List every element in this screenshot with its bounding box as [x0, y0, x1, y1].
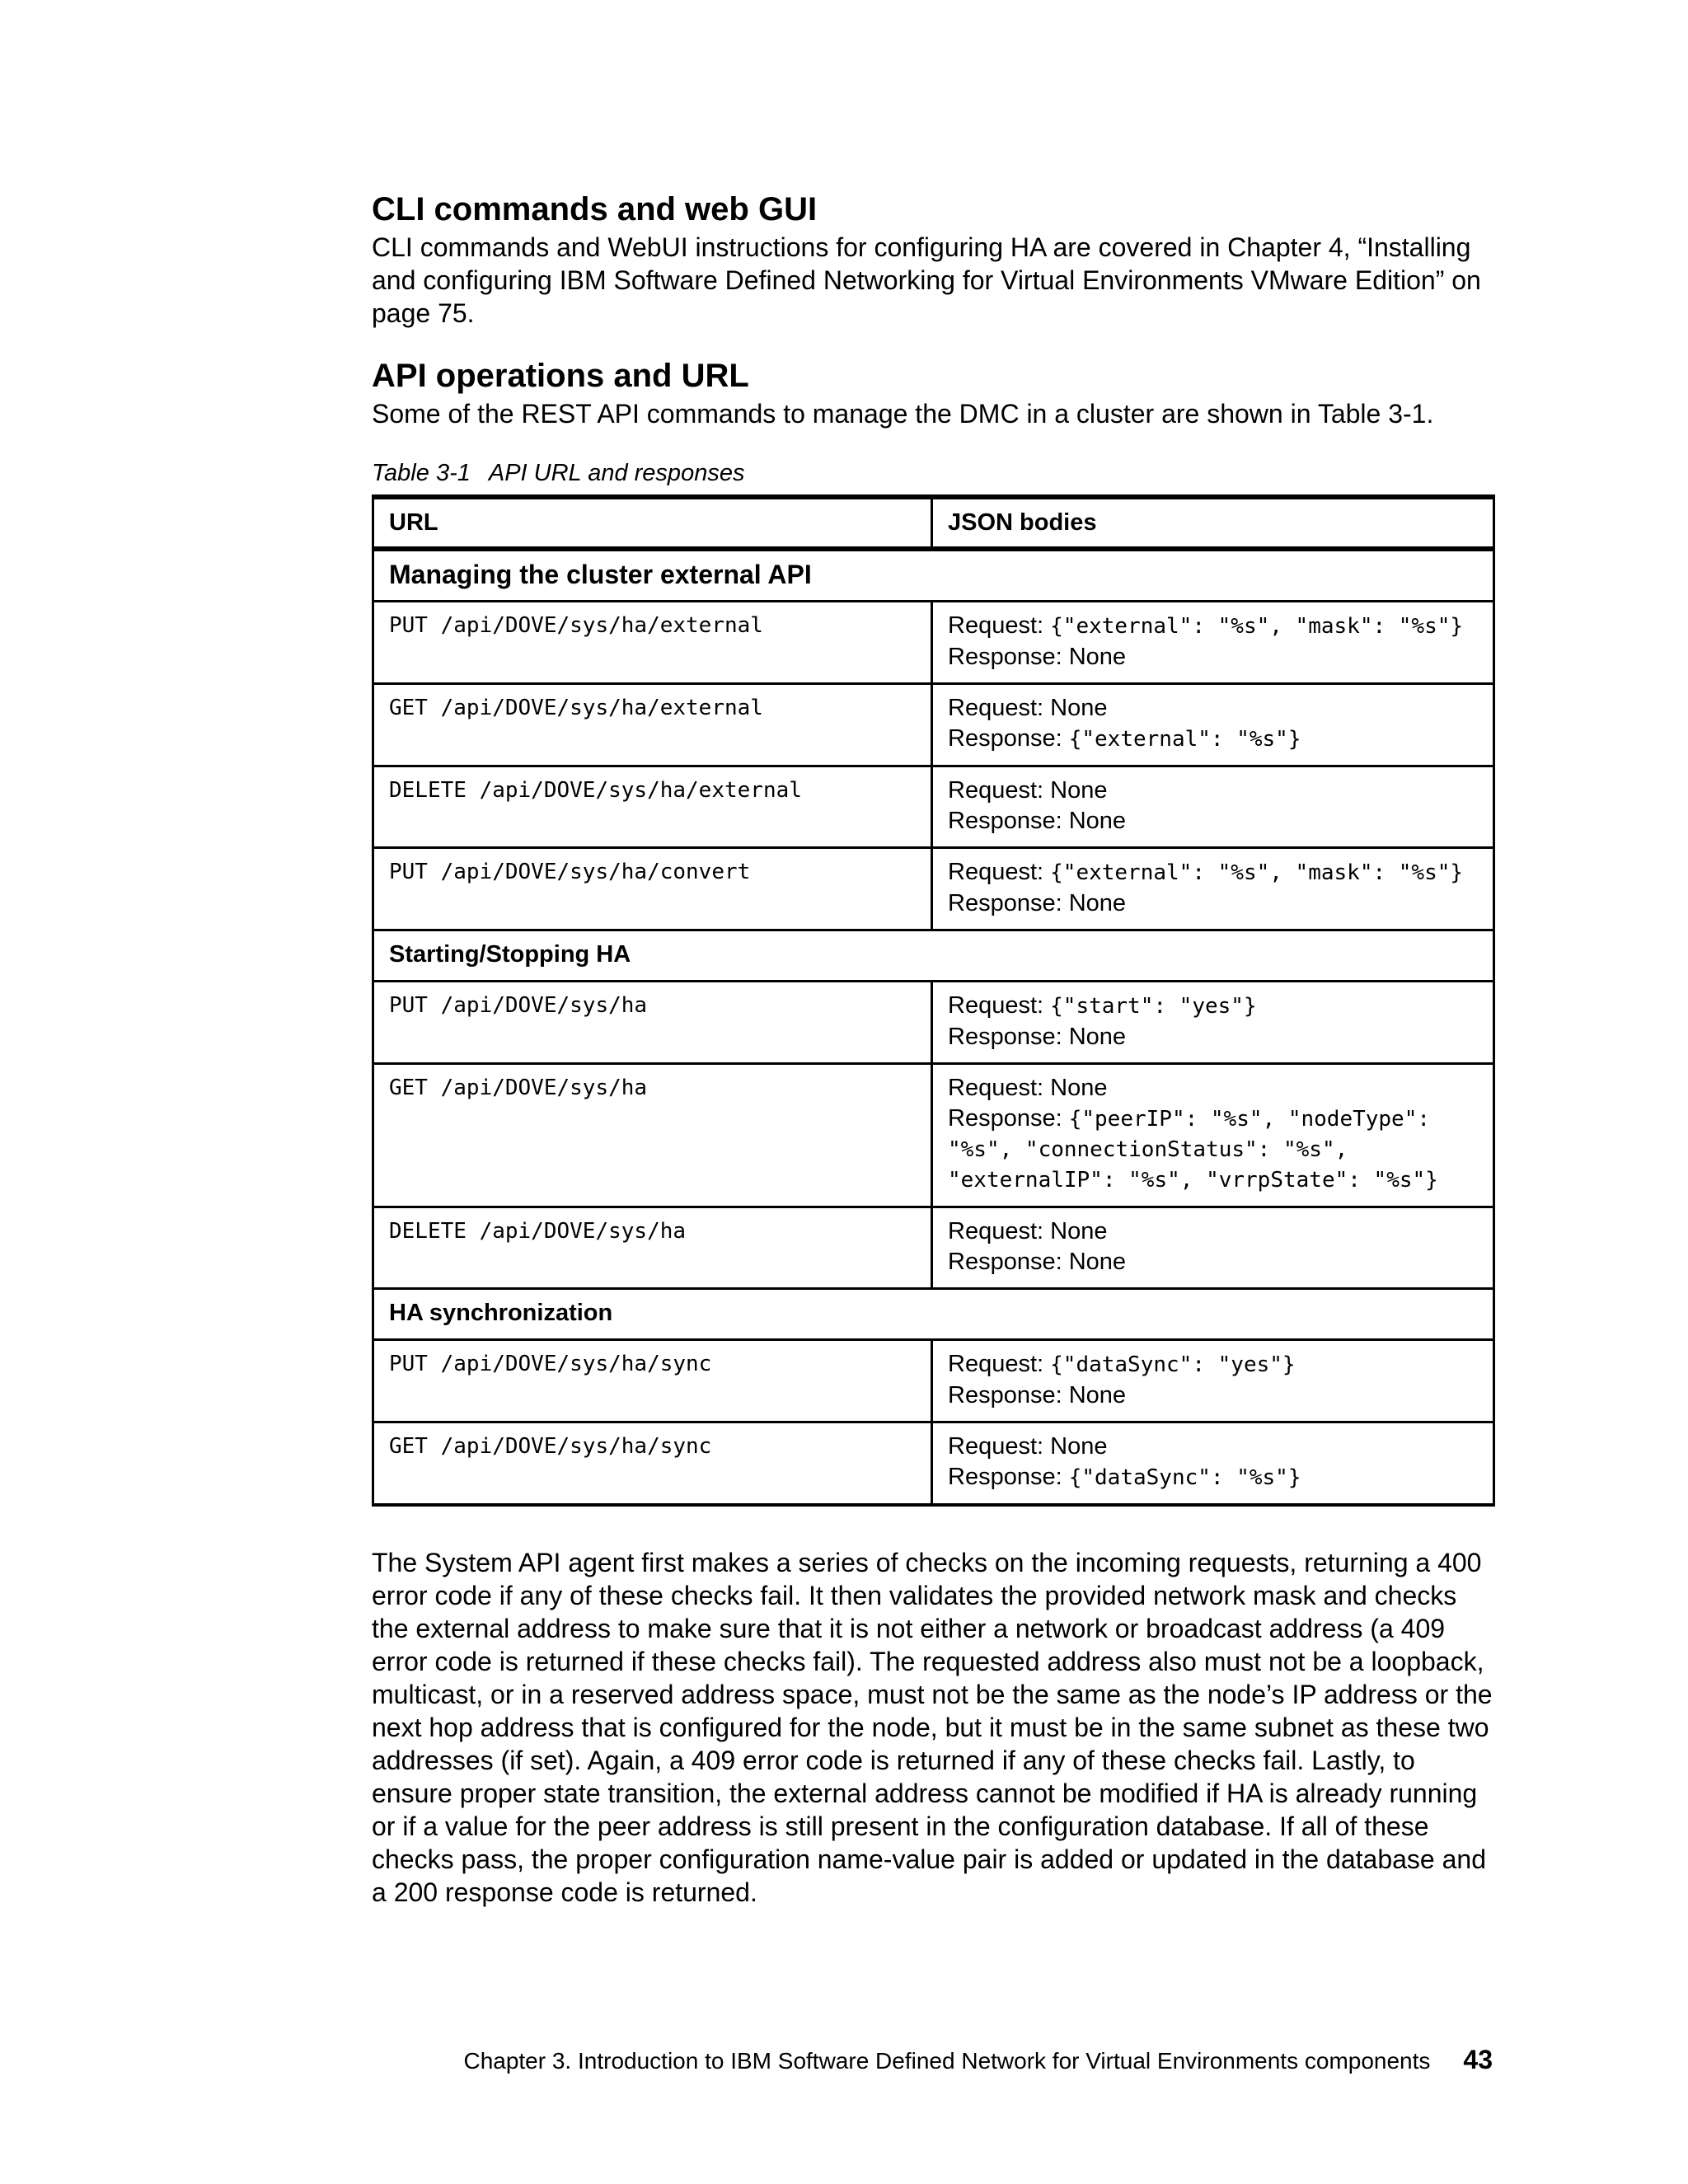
section-title-api: API operations and URL — [372, 358, 749, 394]
request-value: {"external": "%s", "mask": "%s"} — [1050, 614, 1464, 639]
request-label: Request: — [948, 777, 1044, 804]
json-cell — [932, 1422, 1494, 1506]
page-content — [372, 183, 1493, 1909]
request-label: Request: — [948, 992, 1044, 1019]
response-label: Response: — [948, 808, 1062, 834]
table-group-row — [373, 1289, 1494, 1340]
request-label: Request: — [948, 1075, 1044, 1101]
request-value: None — [1050, 1075, 1108, 1101]
section-title-cli: CLI commands and web GUI — [372, 191, 818, 227]
url-cell: PUT /api/DOVE/sys/ha/convert — [373, 848, 932, 930]
table-group-row — [373, 549, 1494, 602]
table-row — [373, 1064, 1494, 1207]
footer-chapter: Chapter 3. Introduction to IBM Software Defined Network for Virtual Environments components — [463, 2048, 1431, 2074]
table-row — [373, 602, 1494, 684]
response-value: None — [1068, 890, 1127, 916]
json-cell — [932, 1064, 1494, 1207]
url-cell: GET /api/DOVE/sys/ha — [373, 1064, 932, 1207]
response-value-line-2: "%s", "connectionStatus": "%s", — [948, 1137, 1348, 1162]
request-value: {"external": "%s", "mask": "%s"} — [1050, 860, 1464, 885]
group-label: Managing the cluster external API — [373, 549, 1494, 602]
table-caption-text: API URL and responses — [488, 460, 745, 486]
request-value: None — [1050, 695, 1108, 721]
response-value: {"dataSync": "%s"} — [1068, 1465, 1301, 1490]
response-value: None — [1068, 644, 1127, 670]
table-row — [373, 1340, 1494, 1422]
request-value: {"dataSync": "yes"} — [1050, 1352, 1296, 1377]
url-cell: PUT /api/DOVE/sys/ha — [373, 982, 932, 1064]
api-table — [372, 494, 1495, 1507]
json-cell — [932, 602, 1494, 684]
response-label: Response: — [948, 1024, 1062, 1050]
url-cell: DELETE /api/DOVE/sys/ha — [373, 1207, 932, 1289]
request-value: None — [1050, 1218, 1108, 1244]
response-value-line-3: "externalIP": "%s", "vrrpState": "%s"} — [948, 1168, 1438, 1193]
url-cell: PUT /api/DOVE/sys/ha/sync — [373, 1340, 932, 1422]
group-label: HA synchronization — [373, 1289, 1494, 1340]
request-value: {"start": "yes"} — [1050, 994, 1257, 1019]
response-label: Response: — [948, 1249, 1062, 1275]
request-label: Request: — [948, 612, 1044, 639]
response-value: None — [1068, 1382, 1127, 1408]
response-value: {"external": "%s"} — [1068, 727, 1301, 752]
table-caption — [372, 458, 1493, 488]
group-label: Starting/Stopping HA — [373, 930, 1494, 982]
json-cell — [932, 982, 1494, 1064]
section-body-api: Some of the REST API commands to manage the DMC in a cluster are shown in Table 3-1. — [372, 399, 1434, 429]
table-row — [373, 848, 1494, 930]
request-label: Request: — [948, 1218, 1044, 1244]
table-row — [373, 766, 1494, 848]
header-json-bodies: JSON bodies — [932, 497, 1494, 549]
url-cell: PUT /api/DOVE/sys/ha/external — [373, 602, 932, 684]
response-value: None — [1068, 1249, 1127, 1275]
body-paragraph: The System API agent first makes a series of checks on the incoming requests, returning a 400 error code if any of these checks fail. It then validates the provided network mask and checks the external address to make sure that it is not either a network or broadcast address (a 409 error code is returned if these checks fail). The requested address also must not be a loopback, multicast, or in a reserved address space, must not be the same as the node’s IP address or the next hop address that is configured for the node, but it must be in the same subnet as these two addresses (if set). Again, a 409 error code is returned if any of these checks fail. Lastly, to ensure proper state transition, the external address cannot be modified if HA is already running or if a value for the peer address is still present in the configuration database. If all of these checks pass, the proper configuration name-value pair is added or updated in the database and a 200 response code is returned. — [372, 1548, 1493, 1907]
url-cell: GET /api/DOVE/sys/ha/sync — [373, 1422, 932, 1506]
request-label: Request: — [948, 695, 1044, 721]
request-label: Request: — [948, 1351, 1044, 1377]
response-label: Response: — [948, 1382, 1062, 1408]
page-number: 43 — [1463, 2045, 1493, 2074]
response-label: Response: — [948, 890, 1062, 916]
response-value-line-1: {"peerIP": "%s", "nodeType": — [1068, 1107, 1431, 1132]
url-cell: GET /api/DOVE/sys/ha/external — [373, 684, 932, 766]
table-caption-number: Table 3-1 — [372, 460, 471, 486]
response-value: None — [1068, 1024, 1127, 1050]
response-value: None — [1068, 808, 1127, 834]
request-label: Request: — [948, 1433, 1044, 1460]
response-label: Response: — [948, 644, 1062, 670]
response-label: Response: — [948, 1105, 1062, 1132]
table-row — [373, 982, 1494, 1064]
request-value: None — [1050, 1433, 1108, 1460]
response-label: Response: — [948, 1464, 1062, 1490]
json-cell — [932, 684, 1494, 766]
response-label: Response: — [948, 725, 1062, 752]
page-footer — [372, 2045, 1493, 2076]
url-cell: DELETE /api/DOVE/sys/ha/external — [373, 766, 932, 848]
request-label: Request: — [948, 859, 1044, 885]
section-body-cli: CLI commands and WebUI instructions for configuring HA are covered in Chapter 4, “Installing and configuring IBM Software Defined Networking for Virtual Environments VMware Edition” on page 75. — [372, 232, 1481, 328]
json-cell — [932, 1340, 1494, 1422]
table-row — [373, 1422, 1494, 1506]
header-url: URL — [373, 497, 932, 549]
json-cell — [932, 1207, 1494, 1289]
json-cell — [932, 766, 1494, 848]
json-cell — [932, 848, 1494, 930]
table-header-row — [373, 497, 1494, 549]
request-value: None — [1050, 777, 1108, 804]
table-group-row — [373, 930, 1494, 982]
table-row — [373, 1207, 1494, 1289]
table-row — [373, 684, 1494, 766]
